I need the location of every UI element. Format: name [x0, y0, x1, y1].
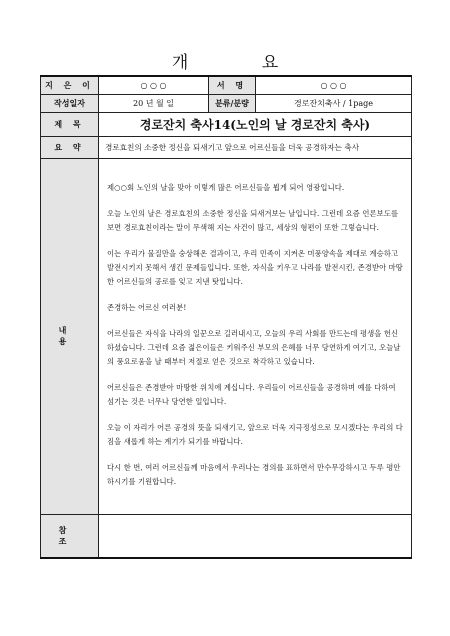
content-label: 내 용: [41, 158, 99, 514]
content-paragraph: 이는 우리가 물질만을 숭상해온 결과이고, 우리 민족이 지켜온 미풍양속을 제대로 계승하고 발전시키지 못해서 생긴 문제들입니다. 또한, 자식을 키우고 나라를 발전시킨, 존경받아 마땅한 어르신들의 공로를 잊고 지낸 탓입니다.: [107, 248, 403, 286]
content-paragraph: 존경하는 어르신 여러분!: [107, 302, 187, 312]
category-value: 경로잔치축사 / 1page: [256, 94, 412, 112]
summary-value: 경로효친의 소중한 정신을 되새기고 앞으로 어르신들을 더욱 공경하자는 축사: [99, 136, 412, 158]
reference-value: [99, 514, 412, 558]
content-body: [99, 158, 412, 514]
content-row: [41, 158, 412, 514]
subject-label: 제 목: [41, 112, 99, 136]
signature-value: ○ ○ ○: [256, 76, 412, 94]
reference-row: [41, 514, 412, 558]
author-row: [41, 76, 412, 94]
document-title: 개 요: [171, 53, 313, 73]
summary-label: 요 약: [41, 136, 99, 158]
content-paragraph: 오늘 노인의 날은 경로효친의 소중한 정신을 되새겨보는 날입니다. 그런데 요즘 언론보도를 보면 경로효친이라는 말이 무색해 지는 사건이 많고, 세상의 형편이 또한 그렇습니다.: [107, 208, 399, 232]
reference-label: 참 조: [41, 514, 99, 558]
subject-value: 경로잔치 축사14(노인의 날 경로잔치 축사): [99, 112, 412, 136]
overview-form-table: [40, 75, 412, 559]
date-value: 20 년 월 일: [99, 94, 209, 112]
category-label: 분류/분량: [209, 94, 256, 112]
signature-label: 서 명: [209, 76, 256, 94]
subject-row: [41, 112, 412, 136]
content-paragraph: 다시 한 번, 여러 어르신들께 마음에서 우러나는 경의를 표하면서 만수무강하시고 두루 평안하시기를 기원합니다.: [107, 462, 401, 486]
content-paragraph: 제○○회 노인의 날을 맞아 이렇게 많은 어르신들을 뵙게 되어 영광입니다.: [107, 182, 345, 192]
content-paragraph: 어르신들은 존경받아 마땅한 위치에 계십니다. 우리들이 어르신들을 공경하며 예를 다하여 섬기는 것은 너무나 당연한 일입니다.: [107, 382, 396, 406]
author-label: 지 은 이: [41, 76, 99, 94]
date-row: [41, 94, 412, 112]
content-paragraph: 어르신들은 자식을 나라의 일꾼으로 길러내시고, 오늘의 우리 사회를 만드는데 평생을 헌신하셨습니다. 그런데 요즘 젊은이들은 키워주신 부모의 은혜를 너무 당연하게 여기고, 오늘날의 풍요로움을 날 때부터 저절로 얻은 것으로 착각하고 있습니다.: [107, 328, 401, 366]
summary-row: [41, 136, 412, 158]
date-label: 작성일자: [41, 94, 99, 112]
author-value: ○ ○ ○: [99, 76, 209, 94]
content-paragraph: 오늘 이 자리가 어른 공경의 뜻을 되새기고, 앞으로 더욱 지극정성으로 모시겠다는 우리의 다짐을 새롭게 하는 계기가 되기를 바랍니다.: [107, 422, 403, 446]
